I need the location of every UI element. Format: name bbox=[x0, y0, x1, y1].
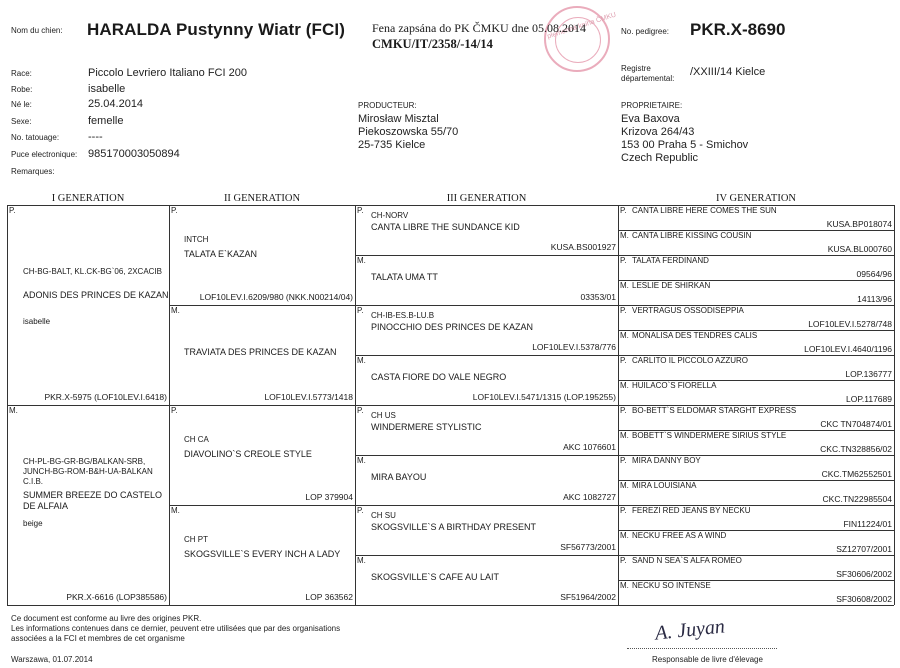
ancestor-reg: LOP 363562 bbox=[305, 592, 353, 602]
ancestor-reg: LOF10LEV.I.6209/980 (NKK.N00214/04) bbox=[199, 292, 353, 302]
tatouage-label: No. tatouage: bbox=[11, 133, 60, 142]
producteur-name: Mirosław Misztal bbox=[358, 113, 439, 125]
stamp-text: plemenná kniha ČMKU bbox=[546, 11, 618, 41]
place-date: Warszawa, 01.07.2014 bbox=[11, 655, 93, 664]
ancestor-name: HUILACO`S FIORELLA bbox=[632, 381, 717, 390]
ancestor-reg: CKC.TN328856/02 bbox=[820, 444, 892, 454]
grid-col-line bbox=[894, 205, 895, 605]
grid-row-line bbox=[355, 455, 618, 456]
parent-mark: P. bbox=[171, 406, 178, 415]
ancestor-name: SAND N SEA`S ALFA ROMEO bbox=[632, 556, 742, 565]
ancestor-name: NECKU FREE AS A WIND bbox=[632, 531, 727, 540]
robe-label: Robe: bbox=[11, 85, 33, 94]
ancestor-titles: CH US bbox=[371, 411, 396, 420]
parent-mark: M. bbox=[620, 431, 629, 440]
gen4-header: IV GENERATION bbox=[715, 193, 796, 204]
registry-stamp bbox=[544, 6, 618, 72]
ancestor-reg: PKR.X-6616 (LOP385586) bbox=[66, 592, 167, 602]
ancestor-titles: CH PT bbox=[184, 535, 208, 544]
ancestor-reg: AKC 1076601 bbox=[563, 442, 616, 452]
footer-line1: Ce document est conforme au livre des origines PKR. bbox=[11, 614, 202, 623]
grid-row-line bbox=[355, 555, 618, 556]
ancestor-titles: CH-PL-BG-GR-BG/BALKAN-SRB, JUNCH-BG-ROM-B&H-UA-BALKAN C.I.B. bbox=[23, 457, 153, 486]
parent-mark: M. bbox=[620, 531, 629, 540]
gen2-header: II GENERATION bbox=[223, 193, 301, 204]
pedigree-table bbox=[7, 193, 894, 606]
ancestor-titles: INTCH bbox=[184, 235, 209, 244]
ancestor-reg: CKC TN704874/01 bbox=[820, 419, 892, 429]
grid-row-line bbox=[169, 405, 355, 406]
parent-mark: P. bbox=[9, 206, 16, 215]
ancestor-titles: CH SU bbox=[371, 511, 396, 520]
ancestor-reg: CKC.TM62552501 bbox=[821, 469, 892, 479]
grid-row-line bbox=[355, 505, 618, 506]
puce-label: Puce electronique: bbox=[11, 150, 78, 159]
parent-mark: P. bbox=[171, 206, 178, 215]
gen1-header: I GENERATION bbox=[51, 193, 125, 204]
ancestor-name: CANTA LIBRE THE SUNDANCE KID bbox=[371, 222, 520, 232]
ancestor-titles: CH CA bbox=[184, 435, 209, 444]
ancestor-reg: KUSA.BP018074 bbox=[826, 219, 892, 229]
grid-row-line bbox=[355, 405, 618, 406]
ancestor-name: CANTA LIBRE HERE COMES THE SUN bbox=[632, 206, 777, 215]
parent-mark: M. bbox=[357, 556, 366, 565]
parent-mark: M. bbox=[357, 456, 366, 465]
ancestor-reg: LOF10LEV.I.5278/748 bbox=[808, 319, 892, 329]
ne-value: 25.04.2014 bbox=[88, 98, 144, 110]
ancestor-reg: KUSA.BL000760 bbox=[827, 244, 892, 254]
ancestor-name: LESLIE DE SHIRKAN bbox=[632, 281, 711, 290]
parent-mark: M. bbox=[620, 581, 629, 590]
parent-mark: M. bbox=[620, 231, 629, 240]
ancestor-name: VERTRAGUS OSSODISEPPIA bbox=[632, 306, 744, 315]
ancestor-name: TALATA UMA TT bbox=[371, 272, 438, 282]
parent-mark: M. bbox=[357, 356, 366, 365]
ancestor-reg: AKC 1082727 bbox=[563, 492, 616, 502]
ancestor-titles: CH-NORV bbox=[371, 211, 409, 220]
footer-line2: Les informations contenues dans ce dernier, peuvent etre utilisées que par des organisations bbox=[11, 624, 341, 633]
ancestor-color: isabelle bbox=[23, 317, 51, 326]
sexe-label: Sexe: bbox=[11, 117, 32, 126]
parent-mark: P. bbox=[620, 206, 627, 215]
ancestor-name: TALATA E`KAZAN bbox=[184, 249, 258, 259]
ne-label: Né le: bbox=[11, 100, 32, 109]
ancestor-reg: LOF10LEV.I.5378/776 bbox=[532, 342, 616, 352]
producteur-street: Piekoszowska 55/70 bbox=[358, 126, 459, 138]
sexe-value: femelle bbox=[88, 115, 124, 127]
parent-mark: M. bbox=[9, 406, 18, 415]
registre-label: Registre départemental: bbox=[621, 64, 675, 83]
grid-row-line bbox=[355, 255, 618, 256]
parent-mark: M. bbox=[171, 306, 180, 315]
ancestor-reg: SZ12707/2001 bbox=[836, 544, 892, 554]
parent-mark: P. bbox=[357, 506, 364, 515]
grid-row-line bbox=[355, 305, 618, 306]
ancestor-reg: LOP 379904 bbox=[305, 492, 353, 502]
proprietaire-name: Eva Baxova bbox=[621, 113, 680, 125]
ancestor-reg: LOP.136777 bbox=[845, 369, 892, 379]
parent-mark: P. bbox=[357, 206, 364, 215]
ancestor-name: MIRA BAYOU bbox=[371, 472, 427, 482]
ancestor-name: WINDERMERE STYLISTIC bbox=[371, 422, 482, 432]
parent-mark: P. bbox=[620, 306, 627, 315]
ancestor-name: CANTA LIBRE KISSING COUSIN bbox=[632, 231, 752, 240]
ancestor-name: BOBETT`S WINDERMERE SIRIUS STYLE bbox=[632, 431, 787, 440]
ancestor-name: MIRA LOUISIANA bbox=[632, 481, 697, 490]
footer-line3: associées a la FCI et membres de cet organisme bbox=[11, 634, 185, 643]
ancestor-name: SKOGSVILLE`S EVERY INCH A LADY bbox=[184, 549, 341, 559]
ancestor-titles: CH-IB-ES.B-LU.B bbox=[371, 311, 435, 320]
robe-value: isabelle bbox=[88, 83, 126, 95]
ancestor-reg: LOF10LEV.I.4640/1196 bbox=[804, 344, 892, 354]
parent-mark: P. bbox=[620, 406, 627, 415]
grid-row-line bbox=[169, 505, 355, 506]
ancestor-name: SKOGSVILLE`S A BIRTHDAY PRESENT bbox=[371, 522, 537, 532]
signature-line bbox=[627, 648, 777, 649]
producteur-label: PRODUCTEUR: bbox=[358, 101, 417, 110]
ancestor-name: ADONIS DES PRINCES DE KAZAN bbox=[23, 290, 169, 300]
proprietaire-label: PROPRIETAIRE: bbox=[621, 101, 683, 110]
ancestor-reg: PKR.X-5975 (LOF10LEV.I.6418) bbox=[44, 392, 167, 402]
ancestor-reg: 03353/01 bbox=[580, 292, 616, 302]
parent-mark: P. bbox=[357, 306, 364, 315]
ancestor-name: TRAVIATA DES PRINCES DE KAZAN bbox=[184, 347, 337, 357]
ancestor-reg: 14113/96 bbox=[857, 294, 892, 304]
ancestor-reg: CKC.TN22985504 bbox=[822, 494, 892, 504]
ancestor-reg: LOP.117689 bbox=[845, 394, 892, 404]
ancestor-name: MIRA DANNY BOY bbox=[632, 456, 701, 465]
proprietaire-city: 153 00 Praha 5 - Smichov bbox=[621, 139, 749, 151]
parent-mark: M. bbox=[620, 331, 629, 340]
ancestor-reg: LOF10LEV.I.5471/1315 (LOP.195255) bbox=[472, 392, 616, 402]
race-label: Race: bbox=[11, 69, 32, 78]
parent-mark: M. bbox=[620, 381, 629, 390]
ancestor-name: SUMMER BREEZE DO CASTELO DE ALFAIA bbox=[23, 490, 163, 511]
ancestor-reg: SF30608/2002 bbox=[836, 594, 892, 604]
puce-value: 985170003050894 bbox=[88, 148, 180, 160]
proprietaire-street: Krizova 264/43 bbox=[621, 126, 695, 138]
ancestor-name: NECKU SO INTENSE bbox=[632, 581, 711, 590]
ancestor-name: CARLITO IL PICCOLO AZZURO bbox=[632, 356, 749, 365]
ancestor-name: MONALISA DES TENDRES CALIS bbox=[632, 331, 758, 340]
proprietaire-country: Czech Republic bbox=[621, 152, 699, 164]
tatouage-value: ---- bbox=[88, 131, 103, 143]
responsable-label: Responsable de livre d'élevage bbox=[652, 655, 763, 664]
grid-row-line bbox=[169, 305, 355, 306]
parent-mark: P. bbox=[357, 406, 364, 415]
ancestor-name: TALATA FERDINAND bbox=[632, 256, 709, 265]
dog-name: HARALDA Pustynny Wiatr (FCI) bbox=[87, 20, 345, 39]
parent-mark: P. bbox=[620, 256, 627, 265]
ancestor-name: DIAVOLINO`S CREOLE STYLE bbox=[184, 449, 312, 459]
gen3-header: III GENERATION bbox=[446, 193, 527, 204]
parent-mark: P. bbox=[620, 356, 627, 365]
grid-bottom-line bbox=[7, 605, 894, 606]
ancestor-name: PINOCCHIO DES PRINCES DE KAZAN bbox=[371, 322, 534, 332]
signature: A. Juyan bbox=[653, 615, 726, 645]
ancestor-name: SKOGSVILLE`S CAFE AU LAIT bbox=[371, 572, 500, 582]
parent-mark: M. bbox=[171, 506, 180, 515]
ancestor-name: CASTA FIORE DO VALE NEGRO bbox=[371, 372, 507, 382]
parent-mark: M. bbox=[357, 256, 366, 265]
ancestor-name: BO-BETT`S ELDOMAR STARGHT EXPRESS bbox=[632, 406, 797, 415]
ancestor-reg: SF30606/2002 bbox=[836, 569, 892, 579]
ancestor-name: FEREZI RED JEANS BY NECKU bbox=[632, 506, 751, 515]
parent-mark: M. bbox=[620, 281, 629, 290]
grid-row-line bbox=[7, 405, 169, 406]
ancestor-titles: CH-BG-BALT, KL.CK-BG`06, 2XCACIB bbox=[23, 267, 162, 276]
ancestor-reg: FIN11224/01 bbox=[843, 519, 892, 529]
grid-row-line bbox=[355, 355, 618, 356]
ancestor-reg: SF51964/2002 bbox=[560, 592, 616, 602]
pedigree-number: PKR.X-8690 bbox=[690, 20, 786, 39]
fena-line: Fena zapsána do PK ČMKU dne 05.08.2014 bbox=[372, 21, 586, 35]
nom-label: Nom du chien: bbox=[11, 26, 63, 35]
parent-mark: P. bbox=[620, 506, 627, 515]
ancestor-reg: 09564/96 bbox=[856, 269, 892, 279]
ancestor-color: beige bbox=[23, 519, 43, 528]
race-value: Piccolo Levriero Italiano FCI 200 bbox=[88, 67, 247, 79]
parent-mark: P. bbox=[620, 556, 627, 565]
pedigree-label: No. pedigree: bbox=[621, 27, 670, 36]
ancestor-reg: KUSA.BS001927 bbox=[550, 242, 616, 252]
producteur-city: 25-735 Kielce bbox=[358, 139, 426, 151]
parent-mark: M. bbox=[620, 481, 629, 490]
cmku-number: CMKU/IT/2358/-14/14 bbox=[372, 37, 493, 51]
parent-mark: P. bbox=[620, 456, 627, 465]
remarques-label: Remarques: bbox=[11, 167, 55, 176]
ancestor-reg: LOF10LEV.I.5773/1418 bbox=[264, 392, 353, 402]
registre-value: /XXIII/14 Kielce bbox=[690, 66, 766, 78]
ancestor-reg: SF56773/2001 bbox=[560, 542, 616, 552]
